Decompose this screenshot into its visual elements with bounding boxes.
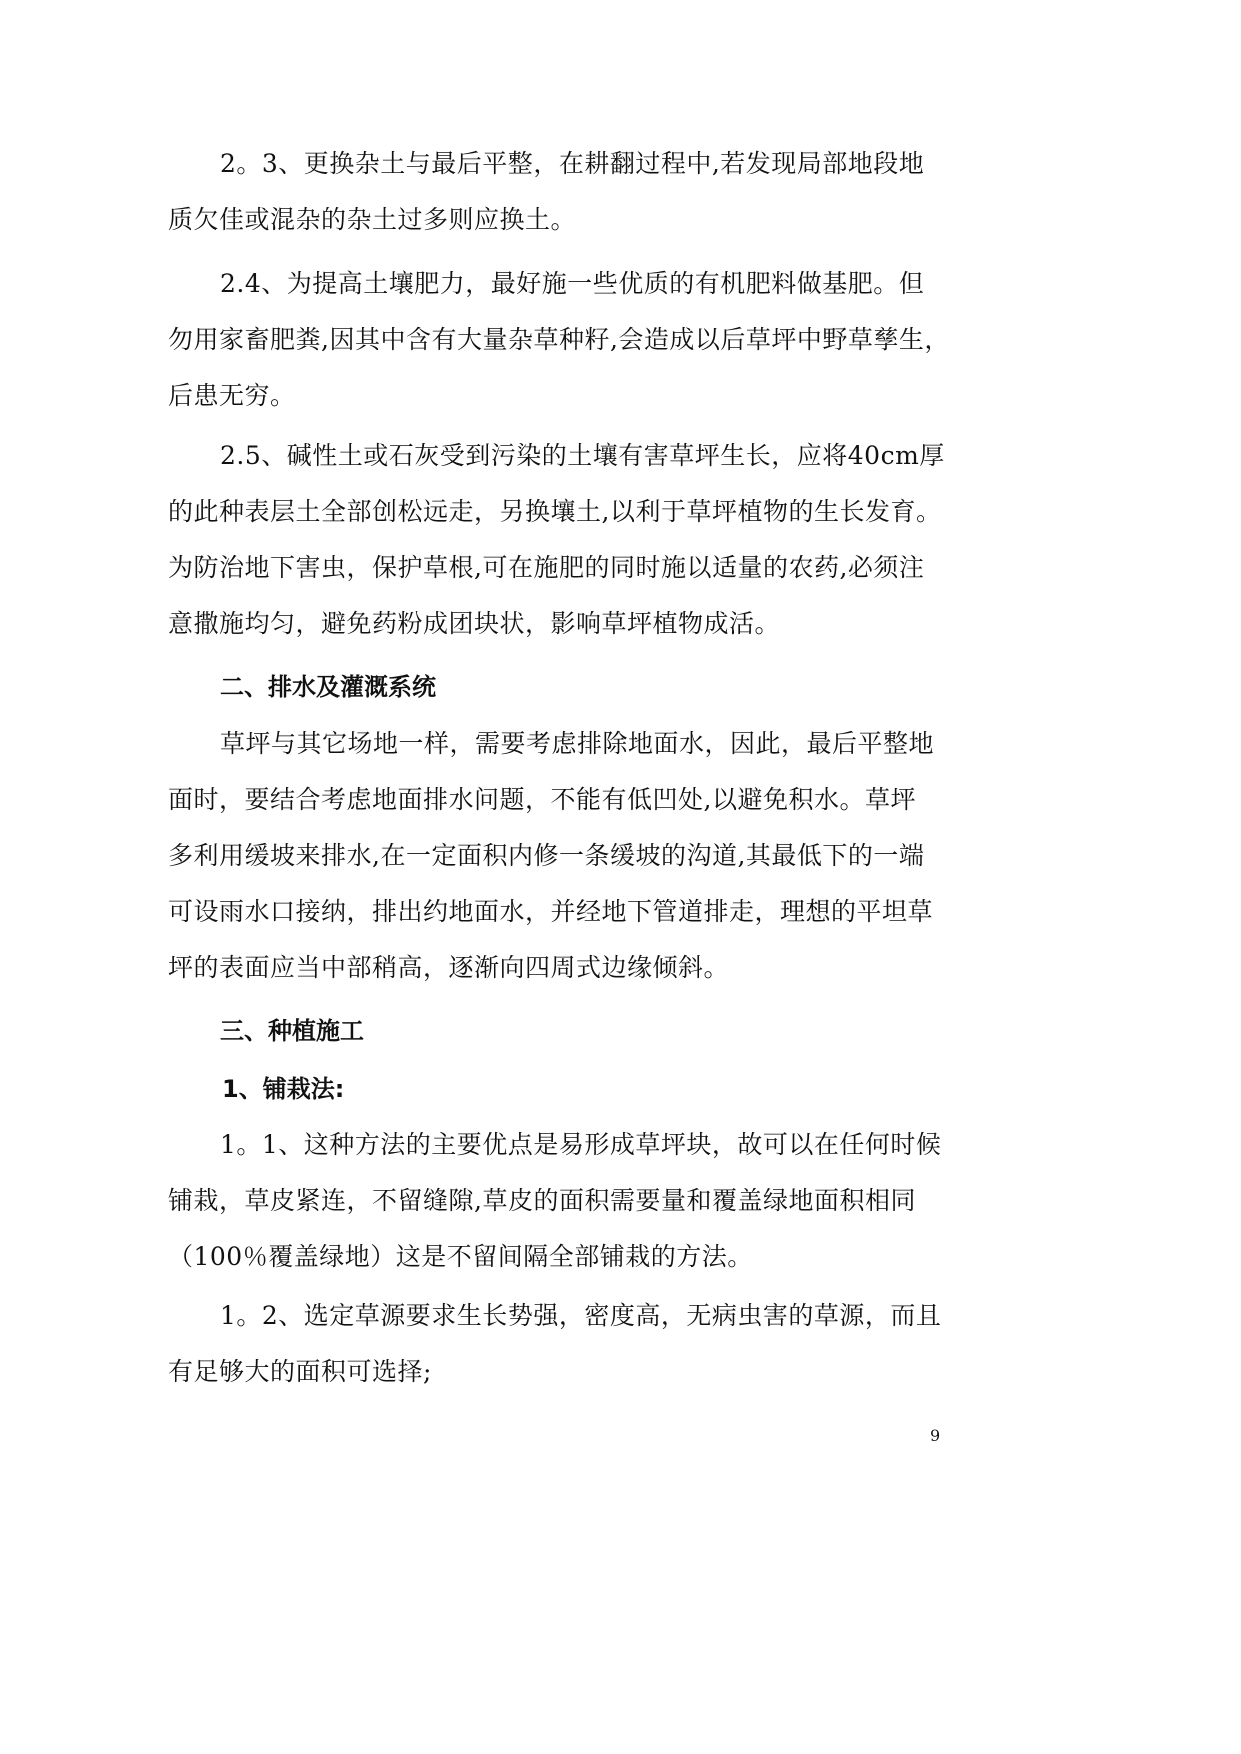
paragraph-line: 坪的表面应当中部稍高，逐渐向四周式边缘倾斜。 bbox=[168, 953, 730, 982]
page-number: 9 bbox=[930, 1426, 941, 1445]
paragraph-line: 的此种表层土全部创松远走，另换壤土,以利于草坪植物的生长发育。 bbox=[168, 497, 942, 526]
paragraph-drainage bbox=[168, 716, 948, 996]
paragraph-line: 草坪与其它场地一样，需要考虑排除地面水，因此，最后平整地 bbox=[220, 729, 935, 758]
paragraph-2-4 bbox=[168, 256, 948, 424]
paragraph-line: 1。1、这种方法的主要优点是易形成草坪块，故可以在任何时候 bbox=[220, 1130, 942, 1159]
paragraph-1-1 bbox=[168, 1117, 948, 1285]
paragraph-line: 2.5、碱性土或石灰受到污染的土壤有害草坪生长，应将40cm厚 bbox=[220, 441, 945, 470]
section-heading-planting: 三、种植施工 bbox=[220, 1017, 364, 1045]
paragraph-2-3 bbox=[168, 136, 948, 248]
paragraph-1-2 bbox=[168, 1288, 948, 1400]
paragraph-line: 可设雨水口接纳，排出约地面水，并经地下管道排走，理想的平坦草 bbox=[168, 897, 934, 926]
paragraph-line: （100％覆盖绿地）这是不留间隔全部铺栽的方法。 bbox=[168, 1242, 753, 1271]
paragraph-line: 1。2、选定草源要求生长势强，密度高，无病虫害的草源，而且 bbox=[220, 1301, 942, 1330]
paragraph-line: 面时，要结合考虑地面排水问题，不能有低凹处,以避免积水。草坪 bbox=[168, 785, 916, 814]
paragraph-line: 铺栽，草皮紧连，不留缝隙,草皮的面积需要量和覆盖绿地面积相同 bbox=[168, 1186, 916, 1215]
paragraph-line: 2.4、为提高土壤肥力，最好施一些优质的有机肥料做基肥。但 bbox=[220, 269, 925, 298]
subsection-heading-sod-method: 1、铺栽法: bbox=[222, 1075, 345, 1103]
paragraph-line: 勿用家畜肥粪,因其中含有大量杂草种籽,会造成以后草坪中野草孳生， bbox=[168, 325, 950, 354]
paragraph-line: 有足够大的面积可选择; bbox=[168, 1357, 432, 1386]
paragraph-line: 质欠佳或混杂的杂土过多则应换土。 bbox=[168, 205, 577, 234]
paragraph-2-5 bbox=[168, 428, 948, 652]
paragraph-line: 意撒施均匀，避免药粉成团块状，影响草坪植物成活。 bbox=[168, 609, 781, 638]
paragraph-line: 多利用缓坡来排水,在一定面积内修一条缓坡的沟道,其最低下的一端 bbox=[168, 841, 925, 870]
paragraph-line: 2。3、更换杂土与最后平整，在耕翻过程中,若发现局部地段地 bbox=[220, 149, 925, 178]
paragraph-line: 后患无穷。 bbox=[168, 381, 296, 410]
section-heading-drainage: 二、排水及灌溉系统 bbox=[220, 673, 436, 701]
paragraph-line: 为防治地下害虫，保护草根,可在施肥的同时施以适量的农药,必须注 bbox=[168, 553, 925, 582]
